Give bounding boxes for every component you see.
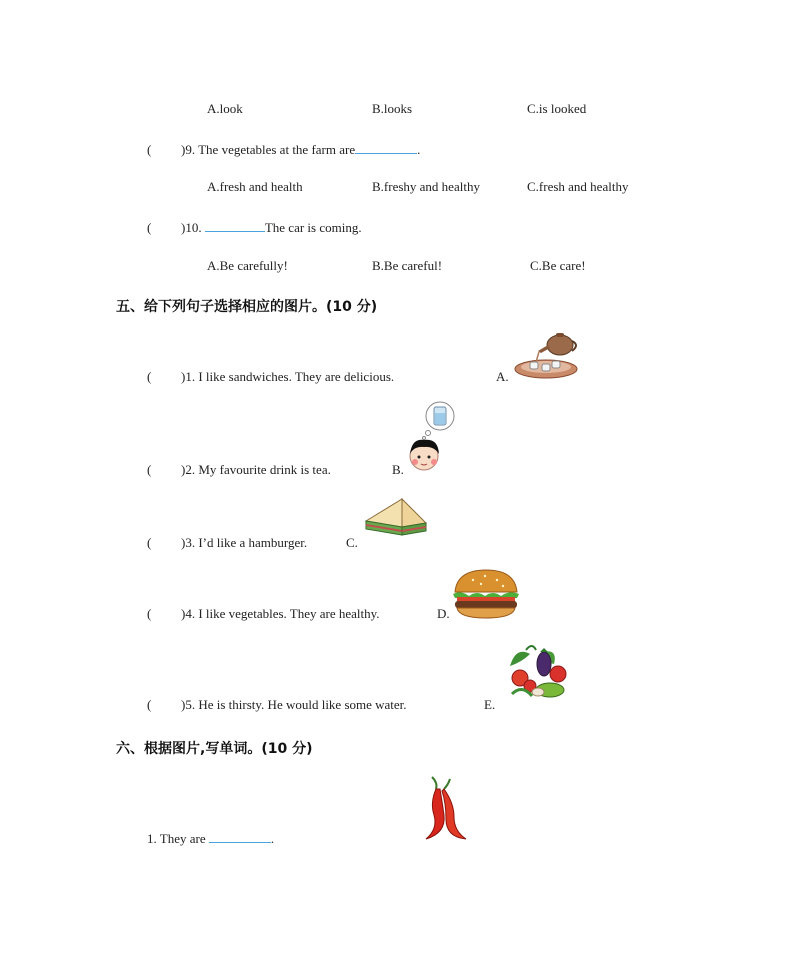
period: . [270, 831, 275, 846]
item-text: 1. They are [147, 831, 206, 846]
answer-blank[interactable] [209, 830, 271, 843]
picture-label-a: A. [496, 369, 509, 384]
match-item-2 [147, 462, 331, 478]
q8-option-b: B.looks [372, 101, 413, 116]
q10-option-b: B.Be careful! [372, 258, 443, 273]
sandwich-icon [362, 495, 430, 543]
q10-option-a: A.Be carefully! [207, 258, 288, 273]
q9-option-a: A.fresh and health [207, 179, 303, 194]
question-number: )9. [181, 142, 196, 157]
item-number: )1. [181, 369, 196, 384]
question-stem: The car is coming. [264, 220, 362, 235]
q8-option-a: A.look [207, 101, 243, 116]
q10-option-c: C.Be care! [530, 258, 586, 273]
item-text: He is thirsty. He would like some water. [198, 697, 407, 712]
picture-label-c: C. [346, 535, 358, 550]
match-item-3 [147, 535, 307, 551]
match-item-5 [147, 697, 407, 713]
vegetables-icon [502, 640, 572, 704]
item-number: )5. [181, 697, 196, 712]
write-word-item-1 [147, 830, 274, 847]
answer-paren[interactable]: ( [147, 369, 152, 384]
match-item-4 [147, 606, 380, 622]
item-number: )3. [181, 535, 196, 550]
item-text: I like sandwiches. They are delicious. [198, 369, 395, 384]
answer-paren[interactable]: ( [147, 535, 152, 550]
match-item-1 [147, 369, 394, 385]
red-chili-icon [420, 773, 470, 843]
question-stem: The vegetables at the farm are [198, 142, 356, 157]
item-number: )4. [181, 606, 196, 621]
item-text: My favourite drink is tea. [198, 462, 331, 477]
question-10 [147, 219, 362, 236]
teapot-tray-icon [512, 331, 580, 379]
item-text: I like vegetables. They are healthy. [198, 606, 380, 621]
picture-label-d: D. [437, 606, 450, 621]
period: . [417, 142, 421, 157]
section-6-title: 六、根据图片,写单词。(10 分) [116, 741, 313, 757]
answer-paren[interactable]: ( [147, 697, 152, 712]
picture-label-b: B. [392, 462, 404, 477]
section-5-title: 五、给下列句子选择相应的图片。(10 分) [116, 299, 378, 315]
q9-option-c: C.fresh and healthy [527, 179, 629, 194]
question-number: )10. [181, 220, 202, 235]
answer-paren[interactable]: ( [147, 606, 152, 621]
answer-blank[interactable] [205, 219, 265, 232]
answer-paren[interactable]: ( [147, 462, 152, 477]
answer-blank[interactable] [355, 141, 417, 154]
answer-paren[interactable]: ( [147, 142, 152, 157]
answer-paren[interactable]: ( [147, 220, 152, 235]
q9-option-b: B.freshy and healthy [372, 179, 480, 194]
item-number: )2. [181, 462, 196, 477]
item-text: I’d like a hamburger. [198, 535, 308, 550]
picture-label-e: E. [484, 697, 496, 712]
hamburger-icon [451, 566, 521, 620]
q8-option-c: C.is looked [527, 101, 587, 116]
boy-thinking-water-icon [408, 400, 458, 472]
question-9 [147, 141, 420, 158]
